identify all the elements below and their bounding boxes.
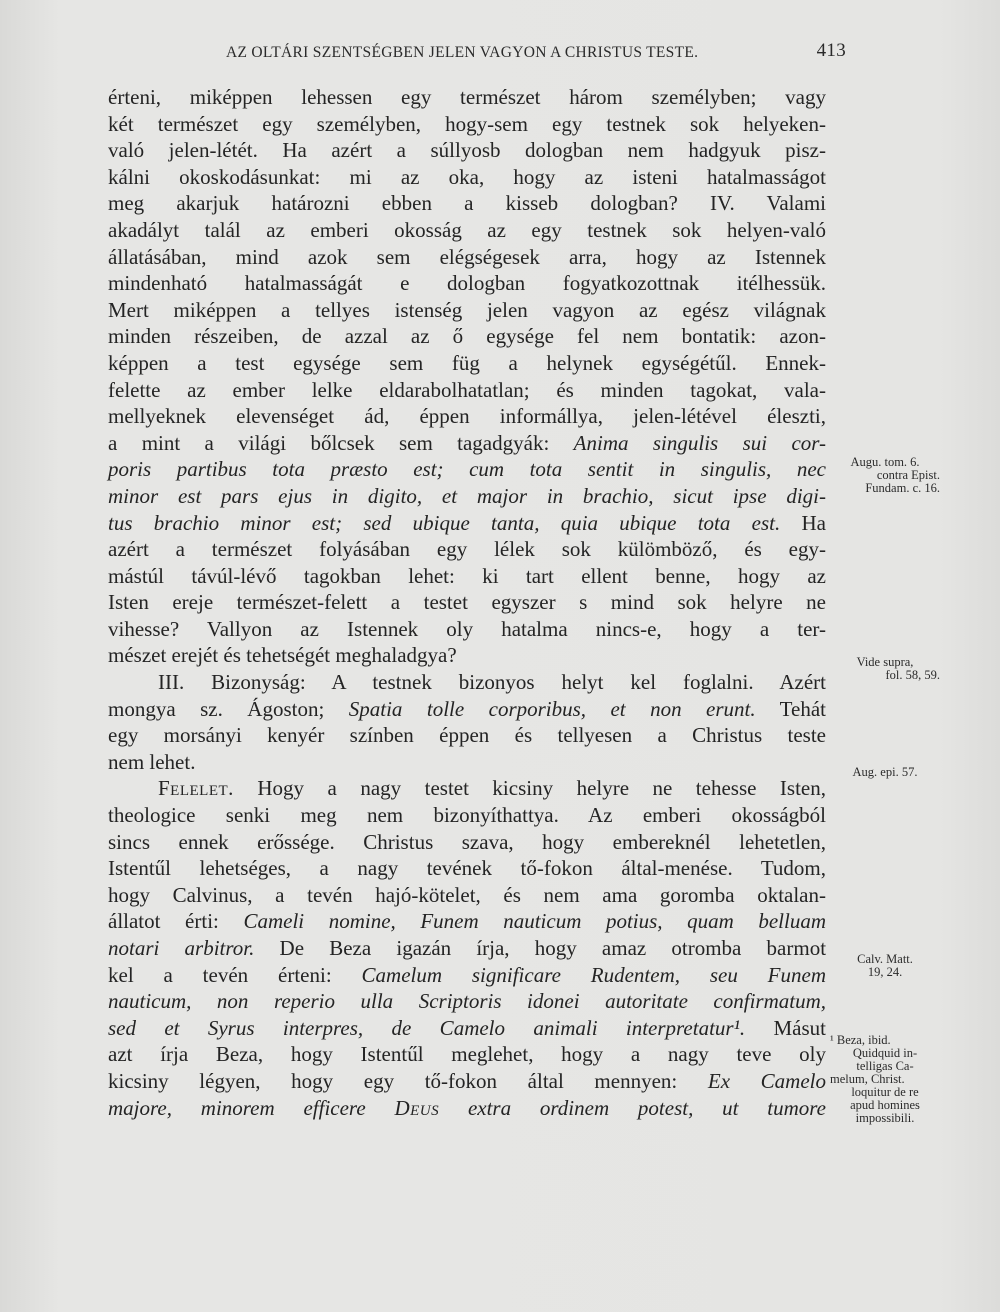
text-line: Felelet. Hogy a nagy testet kicsiny helyre ne tehesse Isten,: [158, 776, 826, 801]
text-line: azt írja Beza, hogy Istentűl meglehet, hogy a nagy teve oly: [108, 1042, 826, 1067]
text-line: Mert miképpen a tellyes istenség jelen vagyon az egész világnak: [108, 297, 826, 322]
text-line: minden részeiben, de azzal az ő egysége fel nem bontatik: azon-: [108, 324, 826, 349]
text-line: notari arbitror. De Beza igazán írja, hogy amaz otromba barmot: [108, 936, 827, 960]
page-header: [226, 38, 846, 68]
text-line: sed et Syrus interpres, de Camelo animali interpretatur¹. Másut: [108, 1015, 826, 1040]
text-line: mongya sz. Ágoston; Spatia tolle corporibus, et non erunt. Tehát: [108, 696, 827, 721]
margin-note: Aug. epi. 57.: [852, 765, 918, 779]
text-line: Isten ereje természet-felett a testet egyszer s mind sok helyre ne: [108, 590, 826, 615]
text-line: állatot érti: Cameli nomine, Funem nauticum potius, quam belluam: [108, 909, 827, 934]
margin-note: Vide supra, fol. 58, 59.: [856, 655, 940, 682]
running-title: AZ OLTÁRI SZENTSÉGBEN JELEN VAGYON A CHRISTUS TESTE.: [226, 44, 699, 61]
text-line: két természet egy személyben, hogy-sem egy testnek sok helyeken-: [108, 111, 826, 136]
text-line: mészet erejét és tehetségét meghaladgya?: [108, 643, 457, 668]
text-line: nauticum, non reperio ulla Scriptoris idonei autoritate confirmatum,: [108, 989, 826, 1014]
text-line: mellyeknek elevenséget ád, éppen informállya, jelen-létével éleszti,: [108, 404, 826, 429]
text-line: azért a természet folyásában egy lélek sok külömböző, és egy-: [108, 537, 826, 562]
text-line: mindenható hatalmasságát e dologban fogyatkozottnak itélhessük.: [108, 271, 826, 296]
text-line: való jelen-létét. Ha azért a súllyosb dologban nem hadgyuk pisz-: [108, 138, 826, 163]
text-line: kicsiny légyen, hogy egy tő-fokon által mennyen: Ex Camelo: [108, 1068, 826, 1093]
text-line: érteni, miképpen lehessen egy természet három személyben; vagy: [108, 85, 826, 109]
text-line: theologice senki meg nem bizonyíthattya. Az emberi okosságból: [108, 803, 826, 828]
text-line: tus brachio minor est; sed ubique tanta, quia ubique tota est. Ha: [108, 510, 826, 535]
text-line: kálni okoskodásunkat: mi az oka, hogy az isteni hatalmasságot: [108, 164, 826, 189]
text-line: III. Bizonyság: A testnek bizonyos helyt kel foglalni. Azért: [158, 670, 826, 695]
text-line: poris partibus tota præsto est; cum tota sentit in singulis, nec: [108, 457, 826, 482]
margin-note: Calv. Matt. 19, 24.: [857, 952, 913, 979]
text-line: a mint a világi bőlcsek sem tagadgyák: Anima singulis sui cor-: [108, 430, 827, 455]
text-line: minor est pars ejus in digito, et major in brachio, sicut ipse digi-: [108, 483, 826, 508]
text-line: meg akarjuk határozni ebben a kisseb dologban? IV. Valami: [108, 191, 826, 216]
text-line: képpen a test egysége sem füg a helynek egységétűl. Ennek-: [108, 350, 826, 375]
text-line: Istentűl lehetséges, a nagy tevének tő-fokon által-menése. Tudom,: [108, 856, 826, 881]
page-number: 413: [816, 40, 846, 61]
text-line: hogy Calvinus, a tevén hajó-kötelet, és nem ama goromba oktalan-: [108, 882, 826, 907]
main-text: [108, 84, 826, 1121]
text-line: felette az ember lelke eldarabolhatatlan; és minden tagokat, vala-: [108, 377, 826, 402]
text-line: akadályt talál az emberi okosság az egy testnek sok helyen-való: [108, 217, 826, 242]
text-line: majore, minorem efficere Deus extra ordinem potest, ut tumore: [108, 1095, 826, 1120]
text-line: vihesse? Vallyon az Istennek oly hatalma nincs-e, hogy a ter-: [108, 616, 826, 641]
text-line: nem lehet.: [108, 749, 196, 774]
text-line: kel a tevén érteni: Camelum significare Rudentem, seu Funem: [108, 962, 826, 987]
text-line: állatásában, mind azok sem elégségesek arra, hogy az Istennek: [108, 244, 826, 269]
footnote-margin: ¹ Beza, ibid. Quidquid in- telligas Ca- melum, Christ. loquitur de re apud homines impossibili.: [830, 1033, 920, 1125]
text-line: mástúl távúl-lévő tagokban lehet: ki tart ellent benne, hogy az: [108, 563, 826, 588]
text-line: egy morsányi kenyér színben éppen és tellyesen a Christus teste: [108, 723, 826, 748]
text-line: sincs ennek erőssége. Christus szava, hogy embereknél lehetetlen,: [108, 829, 826, 854]
margin-note: Augu. tom. 6. contra Epist. Fundam. c. 16.: [850, 455, 940, 495]
